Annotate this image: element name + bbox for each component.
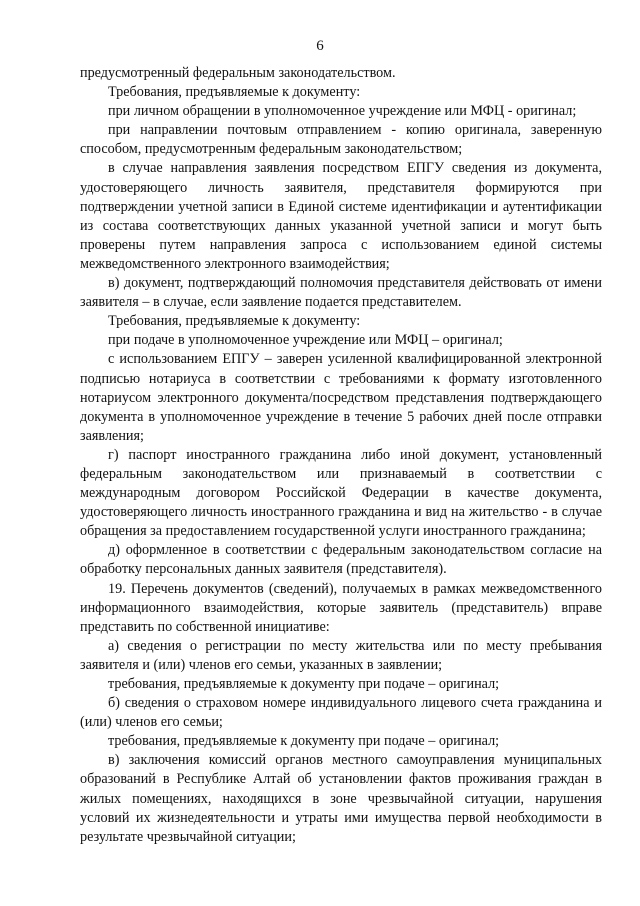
paragraph-17: в) заключения комиссий органов местного самоуправления муниципальных образований в Республике Алтай об установлении фактов проживания граждан в жилых помещениях, находящихся в зоне чрезвычайной ситуации, нарушения условий их жизнедеятельности и утраты ими имущества первой необходимости в результате чрезвычайной ситуации;: [80, 752, 602, 845]
paragraph-16: требования, предъявляемые к документу при подаче – оригинал;: [108, 733, 500, 750]
paragraph-12: 19. Перечень документов (сведений), получаемых в рамках межведомственного информационного взаимодействия, которые заявитель (представитель) вправе представить по собственной инициативе:: [80, 580, 602, 635]
paragraph-13: а) сведения о регистрации по месту жительства или по месту пребывания заявителя и (или) членов его семьи, указанных в заявлении;: [80, 637, 602, 673]
paragraph-4: при направлении почтовым отправлением - копию оригинала, заверенную способом, предусмотренным федеральным законодательством;: [80, 122, 602, 158]
document-body: [80, 64, 602, 847]
paragraph-11: д) оформленное в соответствии с федеральным законодательством согласие на обработку персональных данных заявителя (представителя).: [80, 542, 602, 578]
paragraph-7: Требования, предъявляемые к документу:: [108, 313, 361, 330]
paragraph-6: в) документ, подтверждающий полномочия представителя действовать от имени заявителя – в случае, если заявление подается представителем.: [80, 275, 602, 311]
paragraph-9: с использованием ЕПГУ – заверен усиленной квалифицированной электронной подписью нотариуса в соответствии с требованиями к формату изготовленного нотариусом электронного документа/посредством представления подтверждающего документа в уполномоченное учреждение в течение 5 рабочих дней после отправки заявления;: [80, 351, 602, 444]
page-number: 6: [316, 38, 324, 54]
paragraph-8: при подаче в уполномоченное учреждение или МФЦ – оригинал;: [108, 332, 503, 349]
paragraph-2: Требования, предъявляемые к документу:: [108, 84, 361, 101]
paragraph-3: при личном обращении в уполномоченное учреждение или МФЦ - оригинал;: [108, 103, 577, 120]
paragraph-14: требования, предъявляемые к документу при подаче – оригинал;: [108, 676, 500, 692]
paragraph-5: в случае направления заявления посредством ЕПГУ сведения из документа, удостоверяющего личность заявителя, представителя формируются при подтверждении учетной записи в Единой системе идентификации и аутентификации из состава соответствующих данных указанной учетной записи и могут быть проверены путем направления запроса с использованием единой системы межведомственного электронного взаимодействия;: [80, 160, 602, 272]
paragraph-10: г) паспорт иностранного гражданина либо иной документ, установленный федеральным законодательством или признаваемый в соответствии с международным договором Российской Федерации в качестве документа, удостоверяющего личность иностранного гражданина и вид на жительство - в случае обращения за предоставлением государственной услуги иностранного гражданина;: [80, 446, 602, 540]
paragraph-15: б) сведения о страховом номере индивидуального лицевого счета гражданина и (или) членов его семьи;: [80, 695, 602, 731]
paragraph-1: предусмотренный федеральным законодательством.: [80, 65, 396, 81]
